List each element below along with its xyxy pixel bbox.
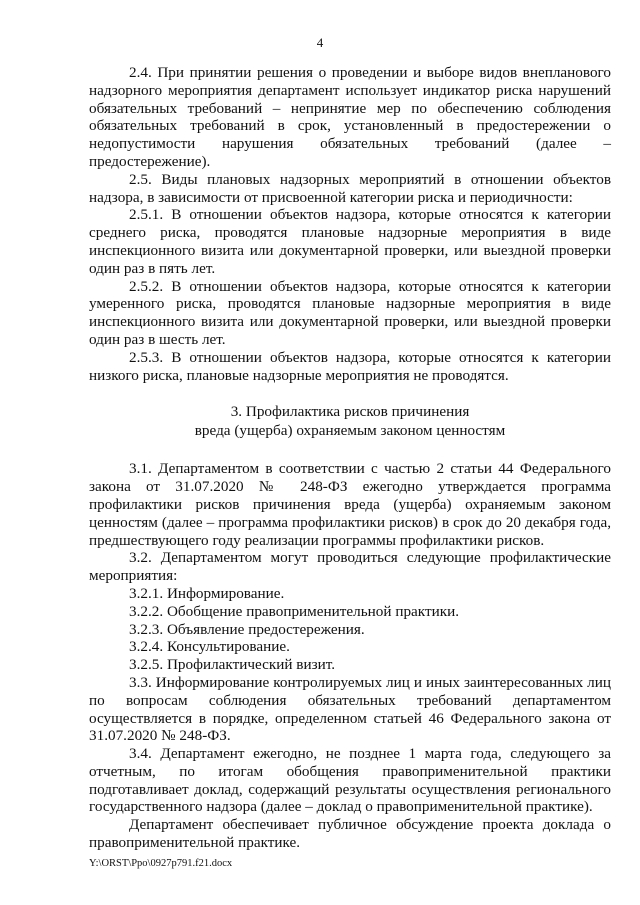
section-heading-line-1: 3. Профилактика рисков причинения [230,403,470,421]
section-heading-line-2: вреда (ущерба) охраняемым законом ценностям [194,421,506,439]
paragraph-2-5-1: 2.5.1. В отношении объектов надзора, которые относятся к категории среднего риска, проводятся плановые надзорные мероприятия в виде инспекционного визита или документарной проверки, или выездной проверки один раз в пять лет. [89,206,611,277]
paragraph-2-5: 2.5. Виды плановых надзорных мероприятий в отношении объектов надзора, в зависимости от присвоенной категории риска и периодичности: [89,170,611,206]
paragraph-2-4: 2.4. При принятии решения о проведении и выборе видов внепланового надзорного мероприятия департамент использует индикатор риска нарушений обязательных требований – непринятие мер по обеспечению соблюдения обязательных требований в срок, установленный в предостережении о недопустимости нарушения обязательных требований (далее – предостережение). [89,64,611,170]
paragraph-3-2-3: 3.2.3. Объявление предостережения. [129,620,365,638]
paragraph-3-1: 3.1. Департаментом в соответствии с частью 2 статьи 44 Федерального закона от 31.07.2020 № 248-ФЗ ежегодно утверждается программа профилактики рисков причинения вреда (ущерба) охраняемым законом ценностям (далее – программа профилактики рисков) в срок до 20 декабря года, предшествующего году реализации программы профилактики рисков. [89,460,611,549]
section-heading [89,403,611,440]
paragraph-2-5-2: 2.5.2. В отношении объектов надзора, которые относятся к категории умеренного риска, проводятся плановые надзорные мероприятия в виде инспекционного визита или документарной проверки, или выездной проверки один раз в шесть лет. [89,277,611,348]
paragraph-3-2-4: 3.2.4. Консультирование. [129,638,290,656]
paragraph-2-5-3: 2.5.3. В отношении объектов надзора, которые относятся к категории низкого риска, плановые надзорные мероприятия не проводятся. [89,348,611,384]
file-path-footer: Y:\ORST\Ppo\0927p791.f21.docx [89,858,233,869]
document-body [89,64,611,852]
paragraph-3-4: 3.4. Департамент ежегодно, не позднее 1 марта года, следующего за отчетным, по итогам обобщения правоприменительной практики подготавливает доклад, содержащий результаты осуществления регионального государственного надзора (далее – доклад о правоприменительной практике). [89,745,611,816]
paragraph-3-3: 3.3. Информирование контролируемых лиц и иных заинтересованных лиц по вопросам соблюдения обязательных требований департаментом осуществляется в порядке, определенном статьей 46 Федерального закона от 31.07.2020 № 248-ФЗ. [89,673,611,745]
paragraph-3-2-1: 3.2.1. Информирование. [129,584,285,602]
paragraph-3-4-continued: Департамент обеспечивает публичное обсуждение проекта доклада о правоприменительной практике. [89,816,611,852]
paragraph-3-2: 3.2. Департаментом могут проводиться следующие профилактические мероприятия: [89,549,611,585]
paragraph-3-2-5: 3.2.5. Профилактический визит. [129,656,336,674]
page-number: 4 [316,35,324,50]
paragraph-3-2-2: 3.2.2. Обобщение правоприменительной практики. [129,602,460,620]
